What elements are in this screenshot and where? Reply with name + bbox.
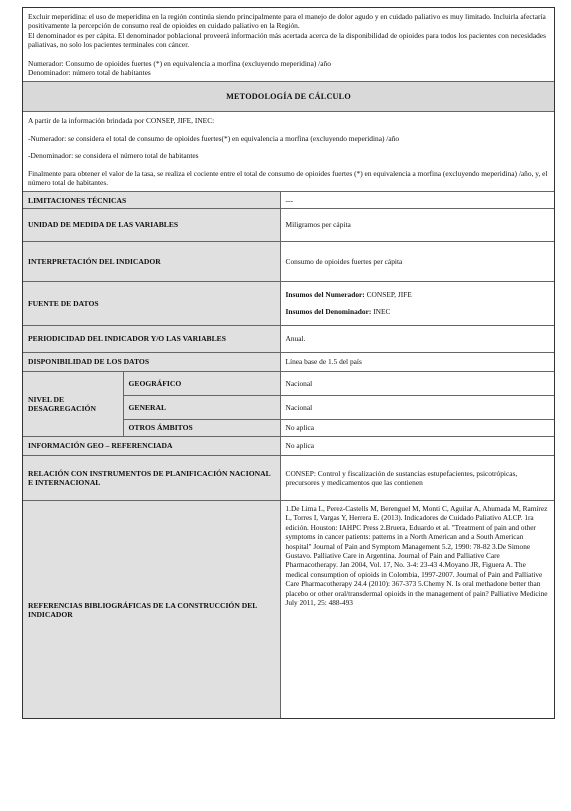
- unidad-label: UNIDAD DE MEDIDA DE LAS VARIABLES: [23, 208, 280, 241]
- geografico-label: GEOGRÁFICO: [123, 371, 280, 395]
- indicator-attributes-table: [23, 192, 554, 718]
- general-label: GENERAL: [123, 395, 280, 419]
- interpretacion-value: Consumo de opioides fuertes per cápita: [280, 241, 554, 281]
- limitaciones-label: LIMITACIONES TÉCNICAS: [23, 192, 280, 208]
- methodology-heading: METODOLOGÍA DE CÁLCULO: [23, 82, 554, 112]
- nivel-desagregacion-label: NIVEL DE DESAGREGACIÓN: [23, 371, 123, 436]
- referencias-label: REFERENCIAS BIBLIOGRÁFICAS DE LA CONSTRUCCIÓN DEL INDICADOR: [23, 500, 280, 718]
- disponibilidad-value: Línea base de 1.5 del país: [280, 352, 554, 371]
- row-fuente: [23, 281, 554, 325]
- intro-numerator-definition: Numerador: Consumo de opioides fuertes (*) en equivalencia a morfina (excluyendo meperidina) /año: [28, 58, 331, 68]
- row-unidad: [23, 208, 554, 241]
- fuente-denominador-key: Insumos del Denominador:: [285, 307, 372, 317]
- periodicidad-value: Anual.: [280, 325, 554, 352]
- unidad-value: Miligramos per cápita: [280, 208, 554, 241]
- interpretacion-label: INTERPRETACIÓN DEL INDICADOR: [23, 241, 280, 281]
- fuente-numerador: [286, 290, 550, 299]
- row-referencias: [23, 500, 554, 718]
- fuente-denominador: [286, 307, 550, 316]
- methodology-source-line: A partir de la información brindada por CONSEP, JIFE, INEC:: [28, 116, 215, 126]
- relacion-label: RELACIÓN CON INSTRUMENTOS DE PLANIFICACIÓN NACIONAL E INTERNACIONAL: [23, 455, 280, 500]
- methodology-denominator: -Denominador: se considera el número total de habitantes: [28, 151, 199, 161]
- periodicidad-label: PERIODICIDAD DEL INDICADOR Y/O LAS VARIABLES: [23, 325, 280, 352]
- row-interpretacion: [23, 241, 554, 281]
- otros-ambitos-label: OTROS ÁMBITOS: [123, 419, 280, 436]
- fuente-numerador-key: Insumos del Numerador:: [285, 290, 365, 300]
- row-nivel-geografico: [23, 371, 554, 395]
- row-periodicidad: [23, 325, 554, 352]
- intro-paragraph-exclusion: Excluir meperidina: el uso de meperidina en la región continúa siendo principalmente para el manejo de dolor agudo y en cuidado paliativo es muy limitado. Incluirla afectaría positivamente la percepción de consumo real de opioides en cuidado paliativo en la Región.: [28, 12, 546, 31]
- row-relacion: [23, 455, 554, 500]
- relacion-value: CONSEP: Control y fiscalización de sustancias estupefacientes, psicotrópicas, precursores y medicamentos que las contienen: [280, 455, 554, 500]
- geografico-value: Nacional: [280, 371, 554, 395]
- otros-ambitos-value: No aplica: [280, 419, 554, 436]
- fuente-label: FUENTE DE DATOS: [23, 281, 280, 325]
- limitaciones-value: ---: [280, 192, 554, 208]
- row-disponibilidad: [23, 352, 554, 371]
- disponibilidad-label: DISPONIBILIDAD DE LOS DATOS: [23, 352, 280, 371]
- intro-section: [23, 8, 554, 82]
- fuente-numerador-value: CONSEP, JIFE: [366, 290, 412, 300]
- general-value: Nacional: [280, 395, 554, 419]
- referencias-value: 1.De Lima L, Perez-Castells M, Berenguel M, Monti C, Aguilar A, Ahumada M, Ramírez L, Torres I, Vargas Y, Herrera E. (2013). Indicadores de Cuidado Paliativo ALCP. 1ra edición. Houston: IAHPC Press 2.Bruera, Eduardo et al. "Treatment of pain and other symptoms in cancer patients: patterns in a North American and a South American hospital" Journal of Pain and Symptom Management 5.2, 1990: 78-82 3.De Simone Gustavo. Palliative Care in Argentina. Journal of Pain and Palliative Care Pharmacotherapy. Jan 2004, Vol. 17, No. 3-4: 23-43 4.Moyano JR, Figuera A. The medical consumption of opioids in Colombia, 1997-2007. Journal of Pain and Palliative Care Pharmacotherapy 24.4 (2010): 367-373 5.Chemy N. Is oral methadone better than placebo or other oral/transdermal opioids in the management of pain? Palliative Medicine July 2011, 25: 488-493: [280, 500, 554, 718]
- row-info-geo: [23, 436, 554, 455]
- row-limitaciones: [23, 192, 554, 208]
- intro-paragraph-denominator: El denominador es per cápita. El denominador poblacional proveerá información más acertada acerca de la disponibilidad de opioides para todos los pacientes con necesidades paliativas, no solo los pacientes terminales con cáncer.: [28, 30, 546, 50]
- indicator-sheet: [22, 7, 555, 719]
- methodology-section: [23, 112, 554, 192]
- intro-denominator-definition: Denominador: número total de habitantes: [28, 68, 151, 78]
- info-geo-value: No aplica: [280, 436, 554, 455]
- fuente-value: [280, 281, 554, 325]
- methodology-formula: Finalmente para obtener el valor de la tasa, se realiza el cociente entre el total de consumo de opioides fuertes (*) en equivalencia a morfina (excluyendo meperidina) /año, y, el número total de habitantes.: [28, 168, 548, 188]
- info-geo-label: INFORMACIÓN GEO – REFERENCIADA: [23, 436, 280, 455]
- methodology-numerator: -Numerador: se considera el total de consumo de opioides fuertes(*) en equivalencia a morfina (excluyendo meperidina) /año: [28, 133, 400, 143]
- fuente-denominador-value: INEC: [373, 307, 391, 317]
